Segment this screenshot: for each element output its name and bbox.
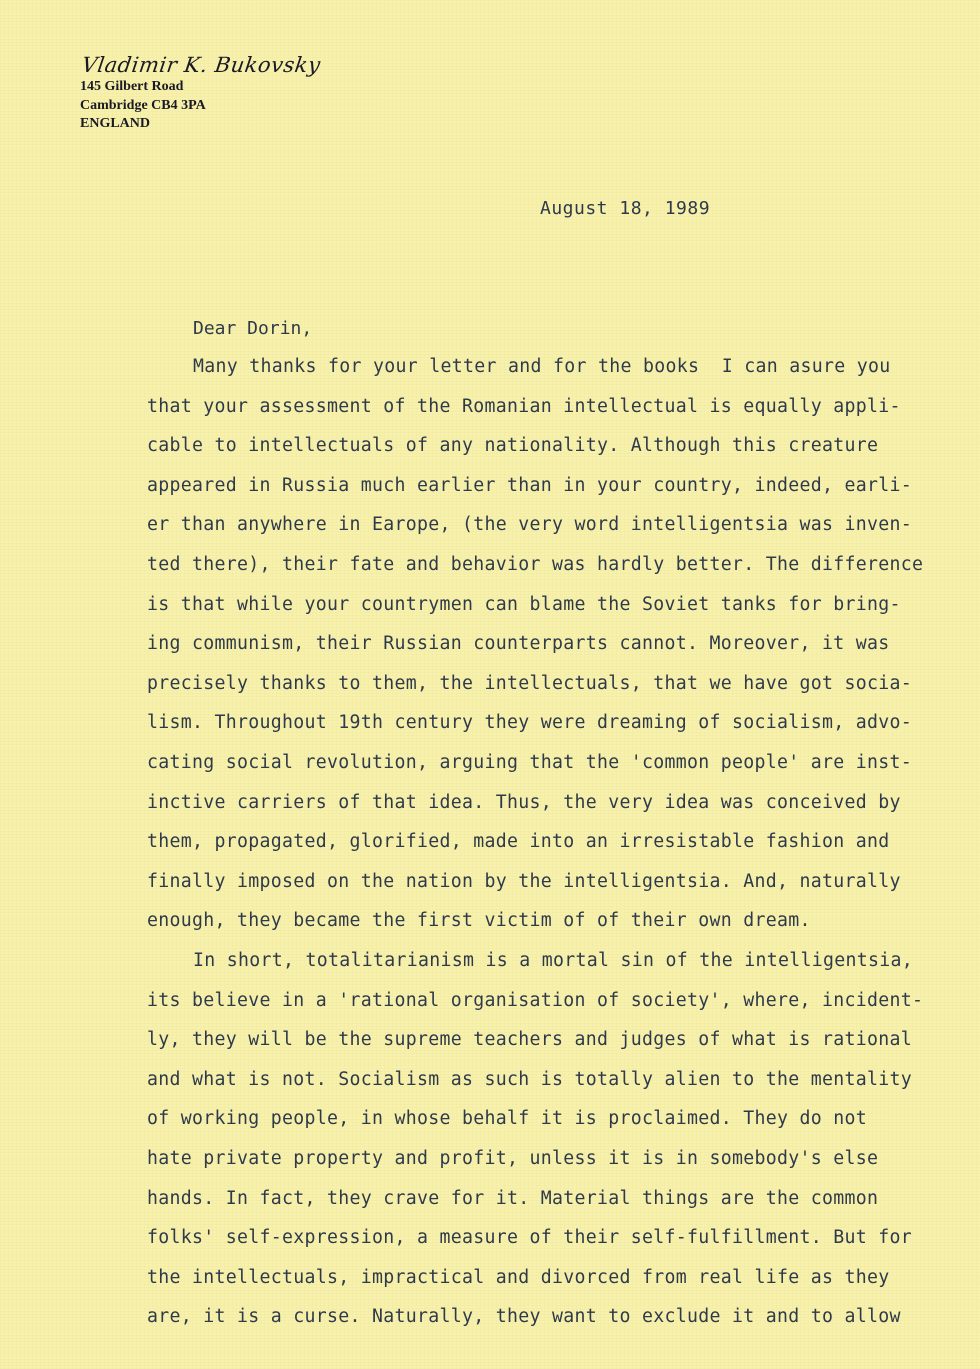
body-line: are, it is a curse. Naturally, they want to exclude it and to allow bbox=[147, 1306, 901, 1328]
body-line: lism. Throughout 19th century they were dreaming of socialism, advo- bbox=[147, 712, 912, 734]
address-city: Cambridge CB4 3PA bbox=[80, 97, 206, 113]
body-line: Many thanks for your letter and for the books I can asure you bbox=[193, 356, 891, 377]
body-line: appeared in Russia much earlier than in your country, indeed, earli- bbox=[147, 474, 912, 496]
address-street: 145 Gilbert Road bbox=[80, 79, 184, 94]
letter-date: August 18, 1989 bbox=[540, 198, 711, 219]
body-line: of working people, in whose behalf it is proclaimed. They do not bbox=[147, 1108, 867, 1130]
body-line: inctive carriers of that idea. Thus, the very idea was conceived by bbox=[147, 791, 901, 813]
body-line: er than anywhere in Earope, (the very word intelligentsia was inven- bbox=[147, 514, 912, 536]
body-line: that your assessment of the Romanian intellectual is equally appli- bbox=[147, 395, 901, 417]
letterhead-name: Vladimir K. Bukovsky bbox=[80, 53, 323, 77]
body-line: and what is not. Socialism as such is totally alien to the mentality bbox=[147, 1068, 912, 1090]
body-line: In short, totalitarianism is a mortal sin of the intelligentsia, bbox=[193, 950, 913, 971]
body-line: cable to intellectuals of any nationality. Although this creature bbox=[147, 435, 879, 457]
body-line: hate private property and profit, unless it is in somebody's else bbox=[147, 1148, 879, 1169]
body-line: enough, they became the first victim of of their own dream. bbox=[147, 910, 811, 932]
body-line: hands. In fact, they crave for it. Material things are the common bbox=[147, 1187, 879, 1209]
body-line: precisely thanks to them, the intellectuals, that we have got socia- bbox=[147, 672, 912, 694]
body-line: is that while your countrymen can blame the Soviet tanks for bring- bbox=[147, 593, 901, 615]
address-country: ENGLAND bbox=[80, 116, 151, 131]
body-line: ly, they will be the supreme teachers and judges of what is rational bbox=[147, 1029, 912, 1051]
salutation: Dear Dorin, bbox=[193, 318, 313, 339]
body-line: ted there), their fate and behavior was hardly better. The difference bbox=[147, 554, 924, 575]
letterhead bbox=[80, 52, 321, 134]
body-line: its believe in a 'rational organisation of society', where, incident- bbox=[147, 989, 924, 1011]
body-line: finally imposed on the nation by the intelligentsia. And, naturally bbox=[147, 870, 901, 892]
body-line: the intellectuals, impractical and divorced from real life as they bbox=[147, 1266, 890, 1288]
body-line: cating social revolution, arguing that the 'common people' are inst- bbox=[147, 752, 912, 773]
body-line: them, propagated, glorified, made into an irresistable fashion and bbox=[147, 831, 890, 853]
body-line: folks' self-expression, a measure of their self-fulfillment. But for bbox=[147, 1227, 912, 1249]
body-line: ing communism, their Russian counterparts cannot. Moreover, it was bbox=[147, 633, 890, 655]
